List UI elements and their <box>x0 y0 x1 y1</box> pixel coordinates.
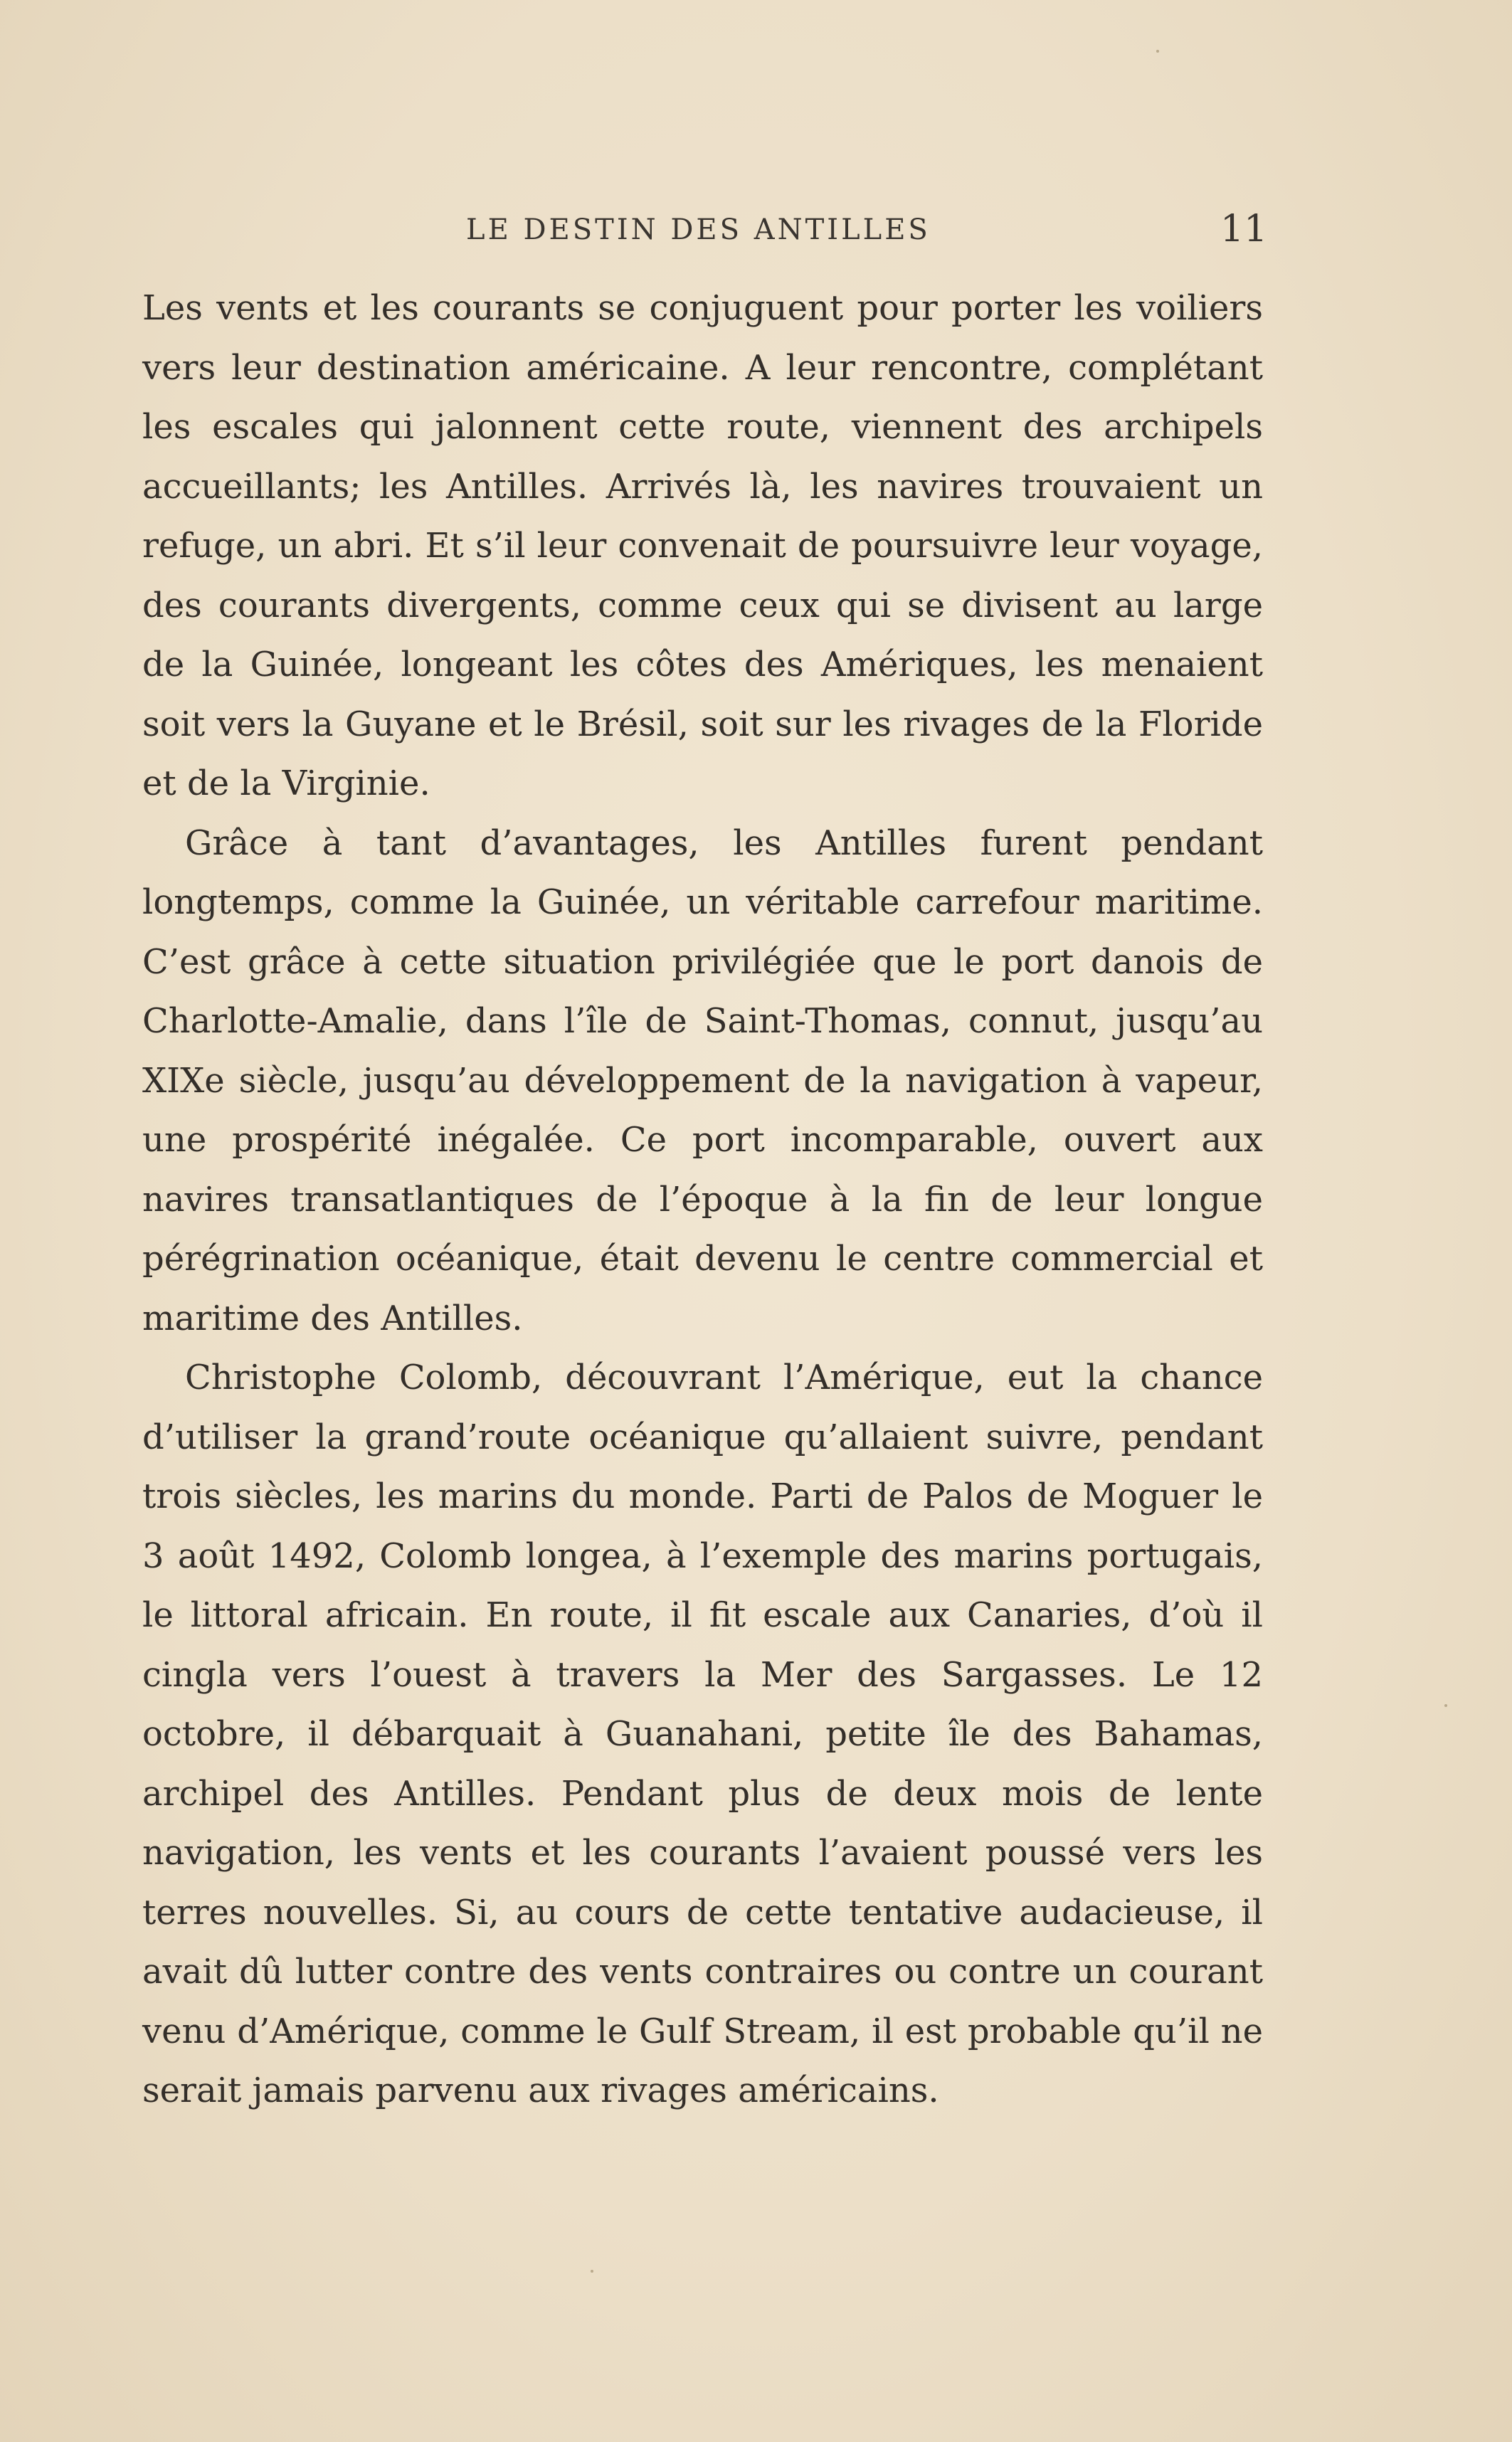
paper-speck <box>591 2270 593 2273</box>
body-text <box>142 279 1263 2121</box>
paragraph: Christophe Colomb, découvrant l’Amérique, eut la chance d’utiliser la grand’route océanique qu’allaient suivre, pendant trois siècles, les marins du monde. Parti de Palos de Moguer le 3 août 1492, Colomb longea, à l’exemple des marins portugais, le littoral africain. En route, il fit escale aux Canaries, d’où il cingla vers l’ouest à travers la Mer des Sargasses. Le 12 octobre, il débarquait à Guanahani, petite île des Bahamas, archipel des Antilles. Pendant plus de deux mois de lente navigation, les vents et les courants l’avaient poussé vers les terres nouvelles. Si, au cours de cette tentative audacieuse, il avait dû lutter contre des vents contraires ou contre un courant venu d’Amérique, comme le Gulf Stream, il est probable qu’il ne serait jamais parvenu aux rivages américains. <box>142 1358 1263 2110</box>
running-head-title: LE DESTIN DES ANTILLES <box>466 213 931 246</box>
paragraph: Grâce à tant d’avantages, les Antilles furent pendant longtemps, comme la Guinée, un véritable carrefour maritime. C’est grâce à cette situation privilégiée que le port danois de Charlotte-Amalie, dans l’île de Saint-Thomas, connut, jusqu’au XIXe siècle, jusqu’au développement de la navigation à vapeur, une prospérité inégalée. Ce port incomparable, ouvert aux navires transatlantiques de l’époque à la fin de leur longue pérégrination océanique, était devenu le centre commercial et maritime des Antilles. <box>142 823 1263 1338</box>
paper-speck <box>1444 1704 1447 1707</box>
paragraph: Les vents et les courants se conjuguent pour porter les voiliers vers leur destination américaine. A leur rencontre, complétant les escales qui jalonnent cette route, viennent des archipels accueillants; les Antilles. Arrivés là, les navires trouvaient un refuge, un abri. Et s’il leur convenait de poursuivre leur voyage, des courants divergents, comme ceux qui se divisent au large de la Guinée, longeant les côtes des Amériques, les menaient soit vers la Guyane et le Brésil, soit sur les rivages de la Floride et de la Virginie. <box>142 288 1263 803</box>
paper-speck <box>1156 50 1159 53</box>
page-number: 11 <box>1220 208 1268 250</box>
